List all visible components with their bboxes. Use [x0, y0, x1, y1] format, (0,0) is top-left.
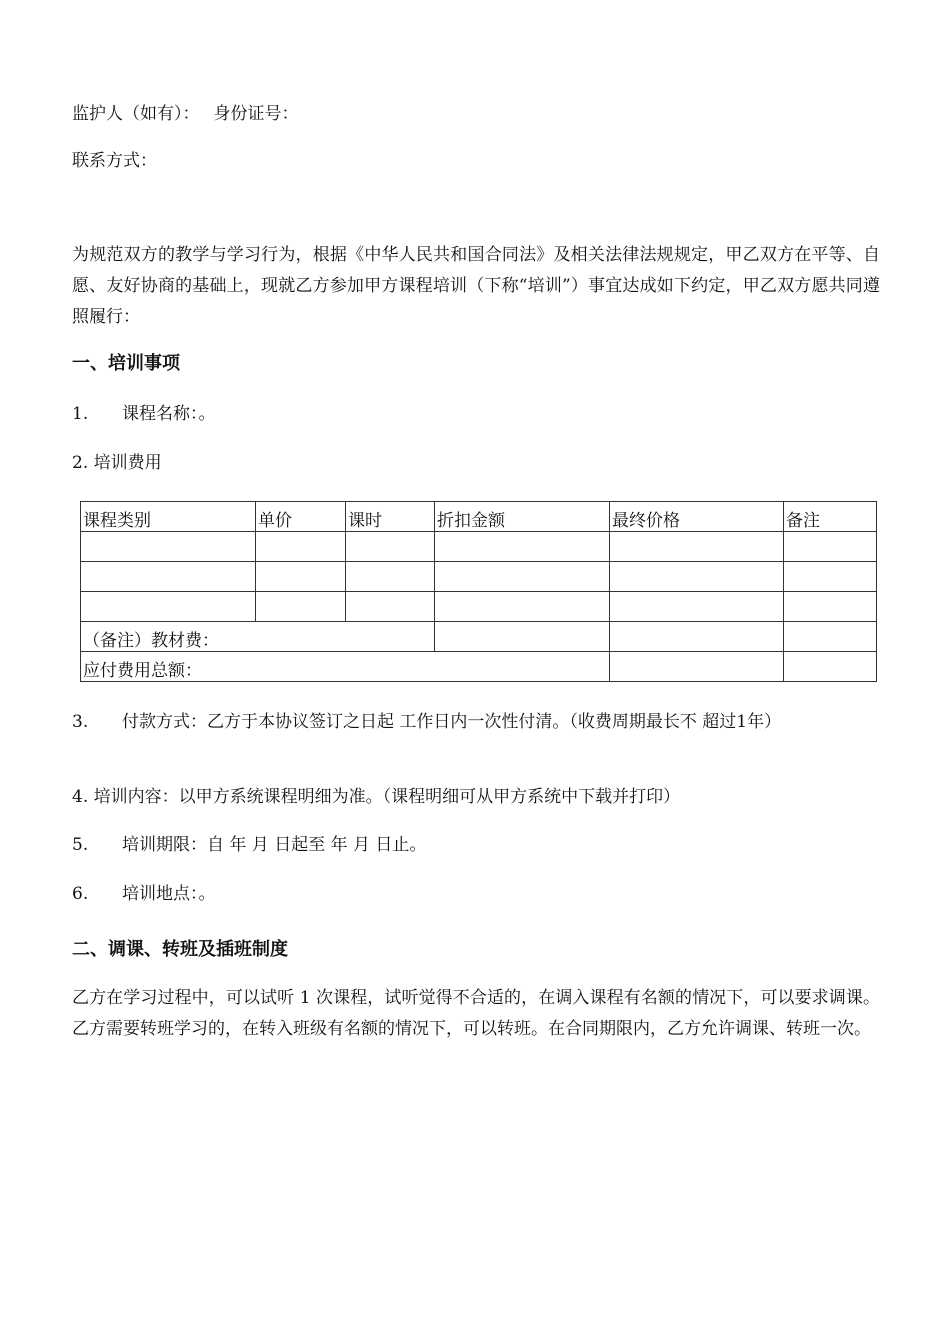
materials-fee-label: （备注）教材费：: [81, 622, 435, 652]
item-5-text: 培训期限：自 年 月 日起至 年 月 日止。: [122, 835, 427, 855]
header-hours: 课时: [346, 502, 435, 532]
table-cell: [610, 592, 784, 622]
id-number-label: 身份证号：: [213, 104, 299, 124]
header-unit-price: 单价: [256, 502, 346, 532]
total-fee-label: 应付费用总额：: [81, 652, 610, 682]
item-6: [72, 884, 216, 904]
guardian-label: 监护人（如有）：: [72, 104, 200, 124]
table-cell: [784, 532, 877, 562]
table-cell: [610, 622, 784, 652]
item-4: 4. 培训内容：以甲方系统课程明细为准。（课程明细可从甲方系统中下载并打印）: [72, 787, 681, 807]
table-cell: [81, 562, 256, 592]
table-cell: [346, 592, 435, 622]
table-cell: [435, 592, 610, 622]
table-cell: [435, 532, 610, 562]
table-cell: [81, 592, 256, 622]
table-cell: [81, 532, 256, 562]
table-cell: [256, 592, 346, 622]
item-3-text: 付款方式：乙方于本协议签订之日起 工作日内一次性付清。（收费周期最长不 超过1年）: [122, 712, 782, 732]
total-row: [81, 652, 877, 682]
table-header-row: [81, 502, 877, 532]
item-6-text: 培训地点：。: [122, 884, 216, 904]
header-final-price: 最终价格: [610, 502, 784, 532]
contact-label: 联系方式：: [72, 151, 157, 171]
table-cell: [256, 562, 346, 592]
fee-table: [80, 501, 877, 682]
guardian-line: [72, 104, 299, 124]
intro-paragraph: 为规范双方的教学与学习行为，根据《中华人民共和国合同法》及相关法律法规规定，甲乙双方在平等、自愿、友好协商的基础上，现就乙方参加甲方课程培训（下称“培训”）事宜达成如下约定，甲乙双方愿共同遵照履行：: [72, 245, 880, 327]
table-cell: [784, 652, 877, 682]
table-row: [81, 592, 877, 622]
item-1-number: 1.: [72, 404, 89, 424]
item-1: [72, 404, 216, 424]
table-cell: [435, 562, 610, 592]
table-cell: [784, 622, 877, 652]
section-2-title: 二、调课、转班及插班制度: [72, 939, 288, 960]
table-cell: [256, 532, 346, 562]
table-cell: [610, 652, 784, 682]
table-cell: [435, 622, 610, 652]
section-2-paragraph: 乙方在学习过程中，可以试听 1 次课程，试听觉得不合适的，在调入课程有名额的情况下，可以要求调课。乙方需要转班学习的，在转入班级有名额的情况下，可以转班。在合同期限内，乙方允许调课、转班一次。: [72, 988, 880, 1039]
materials-row: [81, 622, 877, 652]
item-1-text: 课程名称：。: [122, 404, 216, 424]
table-cell: [784, 592, 877, 622]
header-remarks: 备注: [784, 502, 877, 532]
item-5-number: 5.: [72, 835, 89, 855]
table-cell: [610, 562, 784, 592]
item-6-number: 6.: [72, 884, 89, 904]
table-cell: [610, 532, 784, 562]
table-cell: [346, 532, 435, 562]
header-discount: 折扣金额: [435, 502, 610, 532]
table-cell: [784, 562, 877, 592]
item-3: [72, 707, 880, 738]
item-2: 2. 培训费用: [72, 453, 162, 473]
section-1-title: 一、培训事项: [72, 353, 180, 374]
table-row: [81, 532, 877, 562]
header-course-type: 课程类别: [81, 502, 256, 532]
item-3-number: 3.: [72, 712, 89, 732]
contact-line: [72, 151, 157, 171]
item-5: [72, 835, 426, 855]
table-row: [81, 562, 877, 592]
table-cell: [346, 562, 435, 592]
